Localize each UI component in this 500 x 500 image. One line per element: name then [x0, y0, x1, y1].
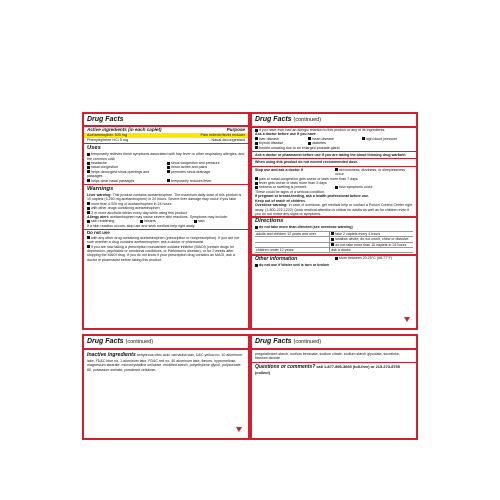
bullet-icon [255, 177, 258, 180]
directions-table [255, 231, 413, 254]
bullet-icon [87, 153, 90, 156]
ingredient-purpose: Nasal decongestant [211, 137, 245, 142]
allergy-alert: Allergy alert: acetaminophen may cause severe skin reactions. Symptoms may include: [87, 215, 228, 220]
divider [252, 348, 416, 350]
inactive-ingredients: Inactive ingredients anhydrous citric acid, carnauba wax, D&C yellow no. 10 aluminum lake, FD&C blue no. 1 aluminum lake, FD&C red no. 40 aluminum lake, flavors, hypromellose, magnesium stearate, microcrystalline cellulose, modified starch, polyethylene glycol, polysorbate 80, potassium sorbate, powdered cellulose, [87, 352, 243, 372]
bullet-icon [331, 238, 334, 241]
divider [84, 143, 248, 144]
bullet-icon [167, 162, 170, 165]
list-item: nasal congestion [87, 165, 165, 169]
bullet-icon [87, 211, 90, 214]
bullet-icon [255, 186, 258, 189]
inactive-header: Inactive ingredients [87, 352, 136, 358]
panel-title: Drug Facts [87, 116, 124, 123]
other-information [252, 256, 416, 263]
purpose-header: Purpose [226, 127, 245, 132]
panel-title: Drug Facts (continued) [255, 116, 322, 123]
uses-list [84, 161, 248, 183]
directions-line: do not take more than directed (see overdose warning) [252, 225, 416, 229]
keep-out-of-reach: Keep out of reach of children. [255, 198, 306, 203]
bullet-icon [87, 170, 90, 173]
list-item: new symptoms occur [335, 185, 413, 189]
list-item: headache [87, 161, 165, 165]
questions-header: Questions or comments? [255, 363, 316, 370]
list-item: skin reddening [87, 219, 138, 223]
bullet-icon [255, 264, 258, 267]
bullet-icon [87, 245, 90, 248]
do-not-use-header: Do not use [87, 230, 110, 236]
table-cell: take 2 caplets every 4 hours [330, 232, 413, 237]
table-cell: do not take more than 10 caplets in 24 hours [330, 243, 413, 248]
liver-warning: Liver warning: This product contains acetaminophen. The maximum daily dose of this product is 10 caplets (3,250 mg acetaminophen) in 24 hours. Severe liver damage may occur if you take [87, 193, 242, 202]
table-cell: ask a doctor [330, 248, 413, 253]
stop-use-section [252, 168, 416, 177]
bullet-icon [194, 220, 197, 223]
stop-use-header: Stop use and ask a doctor if [255, 167, 303, 172]
list-item: with any other drug containing acetaminophen (prescription or nonprescription). If you are not sure whether a drug contains acetaminophen, ask a doctor or pharmacist [87, 235, 240, 245]
bullet-icon [140, 220, 143, 223]
continue-arrow-icon [236, 427, 242, 432]
bullet-icon [335, 257, 338, 260]
uses-header: Uses [87, 145, 101, 152]
list-item: fever gets worse or lasts more than 3 days [252, 181, 416, 185]
divider [252, 362, 416, 363]
directions-header: Directions [255, 218, 284, 225]
bullet-icon [87, 162, 90, 165]
overdose-warning: Overdose warning: In case of overdose, get medical help or contact a Poison Control Center right away. (1-800-222-1222) Quick medical attention is critical for adults as well as for children even if you do not notice any signs or symptoms. [255, 203, 413, 216]
list-item: store between 20-25°C (68-77°F) [335, 256, 413, 263]
bullet-icon [308, 137, 311, 140]
inactive-continued: pregelatinized starch, sodium benzoate, sodium citrate, sodium starch glycolate, sucralose, titanium dioxide [255, 352, 400, 361]
divider [252, 166, 416, 167]
bullet-icon [87, 220, 90, 223]
ingredient-name: Phenylephrine HCl 5 mg [87, 137, 129, 142]
divider [84, 184, 248, 185]
ingredient-purpose: Pain reliever/fever reducer [200, 133, 245, 137]
bullet-icon [255, 137, 258, 140]
uses-intro: temporarily relieves these symptoms associated with hay fever or other respiratory allergies, and the common cold: [87, 152, 245, 161]
continue-arrow-icon [404, 317, 410, 322]
bullet-icon [308, 142, 311, 145]
list-item: heart disease [308, 137, 359, 141]
list-item: nervousness, dizziness, or sleeplessness occur [335, 167, 405, 177]
list-item: blisters [140, 219, 191, 223]
bullet-icon [335, 168, 338, 171]
panel-title: Drug Facts (continued) [87, 338, 154, 345]
ask-doctor-header: Ask a doctor before use if you have [255, 132, 316, 137]
divider [252, 151, 416, 152]
divider [252, 158, 416, 159]
drug-facts-panel-bottom-left [82, 334, 250, 440]
bullet-icon [87, 202, 90, 205]
list-item: diabetes [308, 141, 359, 145]
list-item: promotes sinus drainage [167, 170, 245, 179]
bullet-icon [331, 232, 334, 235]
bullet-icon [87, 179, 90, 182]
warnings-header: Warnings [87, 186, 114, 193]
list-item: redness or swelling is present [255, 185, 333, 189]
bullet-icon [167, 170, 170, 173]
drug-facts-panel-bottom-right [250, 334, 418, 440]
drug-facts-panel-right [250, 112, 418, 330]
bullet-icon [255, 146, 258, 149]
bullet-icon [255, 226, 258, 229]
bullet-icon [87, 236, 90, 239]
questions-line: Questions or comments? call 1-877-895-3665 (toll-free) or 215-273-8755 (collect) [255, 363, 400, 375]
divider [84, 348, 248, 350]
stop-use-after: These could be signs of a serious condition. [255, 189, 325, 194]
list-item: if you are now taking a prescription monoamine oxidase inhibitor (MAOI) (certain drugs for depression, psychiatric or emotional conditions, or Parkinson's disease), or for 2 weeks after stopping the MAOI drug. If you do not know if your prescription drug contains an MAOI, ask a doctor or pharmacist before taking this product. [87, 244, 235, 262]
list-item: high blood pressure [362, 137, 413, 141]
when-using: When using this product do not exceed recommended dose. [255, 160, 359, 165]
list-item: temporarily reduces fever [167, 179, 245, 183]
list-item: helps clear nasal passages [87, 179, 165, 183]
list-item: more than 4,000 mg of acetaminophen in 24 hours [84, 202, 248, 206]
bullet-icon [87, 207, 90, 210]
table-cell: adults and children 12 years and over [255, 232, 330, 237]
bullet-icon [331, 243, 334, 246]
ask-pharmacist: Ask a doctor or pharmacist before use if you are taking the blood thinning drug warfarin [255, 153, 406, 158]
list-item: liver disease [255, 137, 306, 141]
ask-doctor-list [252, 137, 416, 146]
other-info-header: Other information [255, 256, 298, 263]
list-item: helps decongest sinus openings and passages [87, 169, 150, 179]
bullet-icon [255, 129, 258, 132]
list-item: if you have ever had an allergic reaction to this product or any of its ingredients. [252, 128, 416, 132]
table-cell: swallow whole; do not crush, chew or dissolve [330, 237, 413, 242]
list-item: rash [194, 219, 245, 223]
pregnancy-warning: If pregnant or breast-feeding, ask a health professional before use. [255, 194, 370, 199]
list-item: pain or nasal congestion gets worse or lasts more than 7 days [252, 177, 416, 181]
list-item: with other drugs containing acetaminophen [84, 206, 248, 210]
list-item: do not use if blister unit is torn or broken [252, 263, 416, 267]
bullet-icon [362, 137, 365, 140]
panel-title: Drug Facts (continued) [255, 338, 322, 345]
allergy-after: If a skin reaction occurs, stop use and seek medical help right away. [87, 223, 196, 228]
bullet-icon [255, 142, 258, 145]
bullet-icon [335, 186, 338, 189]
list-item: minor aches and pains [167, 165, 245, 169]
bullet-icon [87, 166, 90, 169]
table-cell: children under 12 years [255, 248, 330, 253]
active-ingredients-header: Active ingredients (in each caplet) [87, 127, 162, 132]
list-item: sinus congestion and pressure [167, 161, 245, 165]
ingredient-name: Acetaminophen 325 mg [87, 133, 128, 137]
bullet-icon [167, 166, 170, 169]
list-item: trouble urinating due to an enlarged prostate gland [252, 146, 416, 150]
list-item: 3 or more alcoholic drinks every day while using this product [84, 211, 248, 215]
bullet-icon [167, 179, 170, 182]
active-ingredient-row [84, 138, 248, 143]
list-item: thyroid disease [255, 141, 306, 145]
drug-facts-panel-left [82, 112, 250, 330]
bullet-icon [255, 182, 258, 185]
